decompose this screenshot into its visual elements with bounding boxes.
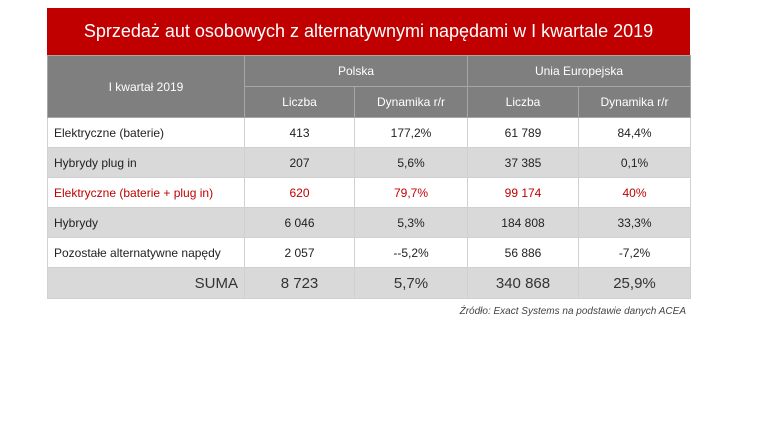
pl-count-cell: 413 [245,118,355,148]
eu-count-cell: 184 808 [468,208,579,238]
table-title: Sprzedaż aut osobowych z alternatywnymi napędami w I kwartale 2019 [47,8,690,55]
pl-count-cell: 207 [245,148,355,178]
eu-count-cell: 37 385 [468,148,579,178]
eu-dynamics-cell: -7,2% [579,238,691,268]
pl-count-cell: 620 [245,178,355,208]
eu-dynamics-cell: 84,4% [579,118,691,148]
table-row [48,238,691,268]
eu-count-cell: 99 174 [468,178,579,208]
sales-table [47,55,691,299]
table-row [48,148,691,178]
table-row [48,208,691,238]
table-row [48,118,691,148]
sum-pl-dynamics: 5,7% [355,268,468,299]
table-row-sum [48,268,691,299]
pl-dynamics-cell: 5,3% [355,208,468,238]
sum-label: SUMA [48,268,245,299]
pl-dynamics-cell: 177,2% [355,118,468,148]
pl-dynamics-cell: 5,6% [355,148,468,178]
pl-dynamics-cell: 79,7% [355,178,468,208]
header-group-poland: Polska [245,56,468,87]
pl-dynamics-cell: --5,2% [355,238,468,268]
header-eu-count: Liczba [468,87,579,118]
pl-count-cell: 6 046 [245,208,355,238]
eu-dynamics-cell: 33,3% [579,208,691,238]
source-note: Źródło: Exact Systems na podstawie danych ACEA [459,306,686,317]
eu-dynamics-cell: 40% [579,178,691,208]
sum-eu-dynamics: 25,9% [579,268,691,299]
header-row-groups [48,56,691,87]
sum-eu-count: 340 868 [468,268,579,299]
row-label: Elektryczne (baterie + plug in) [48,178,245,208]
row-label: Elektryczne (baterie) [48,118,245,148]
eu-dynamics-cell: 0,1% [579,148,691,178]
header-pl-dynamics: Dynamika r/r [355,87,468,118]
header-period: I kwartał 2019 [48,56,245,118]
pl-count-cell: 2 057 [245,238,355,268]
row-label: Hybrydy [48,208,245,238]
header-group-eu: Unia Europejska [468,56,691,87]
sum-pl-count: 8 723 [245,268,355,299]
header-pl-count: Liczba [245,87,355,118]
eu-count-cell: 61 789 [468,118,579,148]
table-row-highlighted [48,178,691,208]
row-label: Pozostałe alternatywne napędy [48,238,245,268]
header-eu-dynamics: Dynamika r/r [579,87,691,118]
eu-count-cell: 56 886 [468,238,579,268]
row-label: Hybrydy plug in [48,148,245,178]
